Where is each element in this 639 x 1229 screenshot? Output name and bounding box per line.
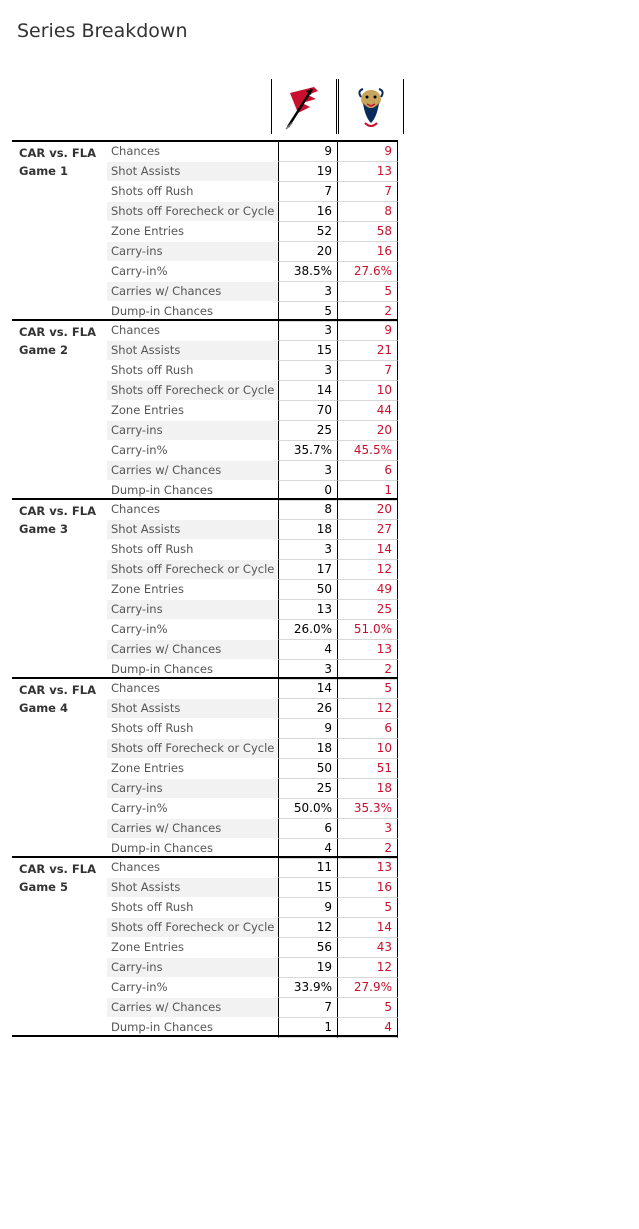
metric-label: Zone Entries: [111, 224, 184, 238]
metric-label: Carry-ins: [107, 600, 278, 619]
metric-label: Carry-ins: [107, 958, 278, 977]
metric-label: Shots off Rush: [111, 184, 194, 198]
table-row: [107, 759, 398, 779]
car-value: 52: [278, 222, 338, 242]
table-row: [107, 441, 398, 461]
metric-label: Chances: [111, 681, 161, 695]
fla-value: 5: [338, 898, 398, 918]
car-value: 7: [278, 182, 338, 202]
car-value: 3: [278, 361, 338, 381]
hurricanes-logo-icon: [272, 79, 336, 134]
fla-value: 16: [338, 242, 398, 262]
fla-value: 10: [338, 381, 398, 401]
table-row: [107, 321, 398, 341]
metric-label: Shot Assists: [107, 699, 278, 718]
fla-value: 13: [338, 640, 398, 660]
panthers-logo-icon: [339, 79, 403, 134]
table-row: [107, 699, 398, 719]
table-row: [107, 640, 398, 660]
metric-label: Dump-in Chances: [111, 1020, 213, 1034]
fla-value: 1: [338, 481, 398, 501]
game-label: CAR vs. FLA Game 2: [19, 325, 96, 357]
car-value: 6: [278, 819, 338, 839]
metric-label: Shots off Rush: [111, 542, 194, 556]
metric-label: Shots off Rush: [111, 721, 194, 735]
metric-label: Chances: [111, 144, 161, 158]
car-value: 26: [278, 699, 338, 719]
fla-value: 25: [338, 600, 398, 620]
car-value: 9: [278, 142, 338, 162]
table-row: [107, 799, 398, 819]
fla-value: 7: [338, 361, 398, 381]
table-row: [107, 182, 398, 202]
table-row: [107, 421, 398, 441]
car-value: 9: [278, 898, 338, 918]
fla-value: 5: [338, 679, 398, 699]
fla-value: 27: [338, 520, 398, 540]
table-row: [107, 262, 398, 282]
table-row: [107, 918, 398, 938]
car-value: 3: [278, 461, 338, 481]
fla-value: 12: [338, 699, 398, 719]
metric-label: Dump-in Chances: [111, 662, 213, 676]
metric-label: Carries w/ Chances: [107, 998, 278, 1017]
metric-label: Carries w/ Chances: [107, 461, 278, 480]
metric-label: Dump-in Chances: [111, 304, 213, 318]
fla-value: 9: [338, 321, 398, 341]
metric-label: Zone Entries: [111, 940, 184, 954]
car-value: 38.5%: [278, 262, 338, 282]
metric-label: Carry-in%: [111, 443, 168, 457]
metric-label: Zone Entries: [111, 403, 184, 417]
fla-value: 12: [338, 560, 398, 580]
series-breakdown-table: [12, 140, 398, 1037]
car-value: 3: [278, 282, 338, 302]
car-value: 5: [278, 302, 338, 322]
car-value: 17: [278, 560, 338, 580]
table-row: [107, 719, 398, 739]
car-value: 13: [278, 600, 338, 620]
game-block: [12, 498, 398, 677]
fla-value: 45.5%: [338, 441, 398, 461]
car-value: 3: [278, 321, 338, 341]
car-value: 26.0%: [278, 620, 338, 640]
table-row: [107, 162, 398, 182]
game-block: [12, 140, 398, 319]
fla-value: 4: [338, 1018, 398, 1038]
car-value: 4: [278, 839, 338, 859]
fla-value: 2: [338, 302, 398, 322]
car-value: 50: [278, 759, 338, 779]
metric-label: Carry-in%: [111, 622, 168, 636]
fla-value: 16: [338, 878, 398, 898]
car-value: 3: [278, 540, 338, 560]
fla-value: 14: [338, 540, 398, 560]
metric-label: Shot Assists: [107, 520, 278, 539]
car-value: 35.7%: [278, 441, 338, 461]
car-value: 12: [278, 918, 338, 938]
page-title: Series Breakdown: [17, 20, 188, 42]
metric-label: Shots off Forecheck or Cycle: [107, 381, 278, 400]
metric-label: Zone Entries: [111, 761, 184, 775]
metric-label: Carry-ins: [107, 421, 278, 440]
table-row: [107, 580, 398, 600]
fla-value: 51: [338, 759, 398, 779]
car-value: 15: [278, 878, 338, 898]
car-value: 14: [278, 679, 338, 699]
car-value: 20: [278, 242, 338, 262]
car-value: 18: [278, 739, 338, 759]
game-label: CAR vs. FLA Game 5: [19, 862, 96, 894]
metric-label: Carry-in%: [111, 980, 168, 994]
fla-value: 5: [338, 998, 398, 1018]
metric-label: Dump-in Chances: [111, 483, 213, 497]
metric-label: Carries w/ Chances: [107, 819, 278, 838]
table-row: [107, 938, 398, 958]
car-value: 50: [278, 580, 338, 600]
fla-value: 5: [338, 282, 398, 302]
table-row: [107, 202, 398, 222]
car-value: 56: [278, 938, 338, 958]
table-row: [107, 242, 398, 262]
table-row: [107, 1018, 398, 1038]
car-value: 16: [278, 202, 338, 222]
game-block: [12, 319, 398, 498]
metric-label: Carries w/ Chances: [107, 640, 278, 659]
fla-value: 21: [338, 341, 398, 361]
car-value: 3: [278, 660, 338, 680]
table-row: [107, 142, 398, 162]
metric-label: Shot Assists: [107, 162, 278, 181]
car-logo-header: [271, 79, 337, 134]
fla-logo-header: [338, 79, 404, 134]
fla-value: 35.3%: [338, 799, 398, 819]
metric-label: Shots off Forecheck or Cycle: [107, 202, 278, 221]
car-value: 1: [278, 1018, 338, 1038]
game-label: CAR vs. FLA Game 4: [19, 683, 96, 715]
table-row: [107, 739, 398, 759]
fla-value: 43: [338, 938, 398, 958]
fla-value: 27.9%: [338, 978, 398, 998]
metric-label: Chances: [111, 502, 161, 516]
fla-value: 7: [338, 182, 398, 202]
fla-value: 49: [338, 580, 398, 600]
metric-label: Shots off Forecheck or Cycle: [107, 918, 278, 937]
metric-label: Shots off Rush: [111, 363, 194, 377]
fla-value: 51.0%: [338, 620, 398, 640]
car-value: 50.0%: [278, 799, 338, 819]
game-block: [12, 677, 398, 856]
fla-value: 3: [338, 819, 398, 839]
metric-label: Shots off Forecheck or Cycle: [107, 560, 278, 579]
table-row: [107, 401, 398, 421]
table-row: [107, 341, 398, 361]
car-value: 33.9%: [278, 978, 338, 998]
fla-value: 13: [338, 858, 398, 878]
fla-value: 14: [338, 918, 398, 938]
table-row: [107, 978, 398, 998]
metric-label: Carries w/ Chances: [107, 282, 278, 301]
table-row: [107, 779, 398, 799]
metric-label: Chances: [111, 323, 161, 337]
table-row: [107, 858, 398, 878]
car-value: 8: [278, 500, 338, 520]
table-row: [107, 620, 398, 640]
fla-value: 12: [338, 958, 398, 978]
fla-value: 2: [338, 839, 398, 859]
fla-value: 44: [338, 401, 398, 421]
table-row: [107, 560, 398, 580]
game-label: CAR vs. FLA Game 3: [19, 504, 96, 536]
car-value: 14: [278, 381, 338, 401]
table-row: [107, 222, 398, 242]
table-row: [107, 998, 398, 1018]
car-value: 7: [278, 998, 338, 1018]
table-row: [107, 958, 398, 978]
metric-label: Chances: [111, 860, 161, 874]
car-value: 19: [278, 958, 338, 978]
car-value: 11: [278, 858, 338, 878]
table-row: [107, 381, 398, 401]
car-value: 70: [278, 401, 338, 421]
game-block: [12, 856, 398, 1037]
table-row: [107, 600, 398, 620]
table-row: [107, 520, 398, 540]
fla-value: 2: [338, 660, 398, 680]
table-row: [107, 540, 398, 560]
fla-value: 58: [338, 222, 398, 242]
car-value: 9: [278, 719, 338, 739]
car-value: 18: [278, 520, 338, 540]
table-row: [107, 819, 398, 839]
car-value: 4: [278, 640, 338, 660]
table-row: [107, 461, 398, 481]
metric-label: Shot Assists: [107, 878, 278, 897]
metric-label: Zone Entries: [111, 582, 184, 596]
car-value: 15: [278, 341, 338, 361]
fla-value: 20: [338, 500, 398, 520]
fla-value: 13: [338, 162, 398, 182]
metric-label: Carry-ins: [107, 779, 278, 798]
car-value: 25: [278, 779, 338, 799]
table-row: [107, 679, 398, 699]
fla-value: 18: [338, 779, 398, 799]
fla-value: 8: [338, 202, 398, 222]
fla-value: 6: [338, 461, 398, 481]
metric-label: Carry-ins: [107, 242, 278, 261]
table-row: [107, 282, 398, 302]
fla-value: 20: [338, 421, 398, 441]
metric-label: Dump-in Chances: [111, 841, 213, 855]
metric-label: Shot Assists: [107, 341, 278, 360]
car-value: 0: [278, 481, 338, 501]
table-row: [107, 878, 398, 898]
fla-value: 6: [338, 719, 398, 739]
table-row: [107, 361, 398, 381]
car-value: 19: [278, 162, 338, 182]
table-row: [107, 500, 398, 520]
fla-value: 27.6%: [338, 262, 398, 282]
metric-label: Shots off Forecheck or Cycle: [107, 739, 278, 758]
metric-label: Carry-in%: [111, 264, 168, 278]
metric-label: Shots off Rush: [111, 900, 194, 914]
car-value: 25: [278, 421, 338, 441]
fla-value: 9: [338, 142, 398, 162]
fla-value: 10: [338, 739, 398, 759]
table-row: [107, 898, 398, 918]
metric-label: Carry-in%: [111, 801, 168, 815]
game-label: CAR vs. FLA Game 1: [19, 146, 96, 178]
